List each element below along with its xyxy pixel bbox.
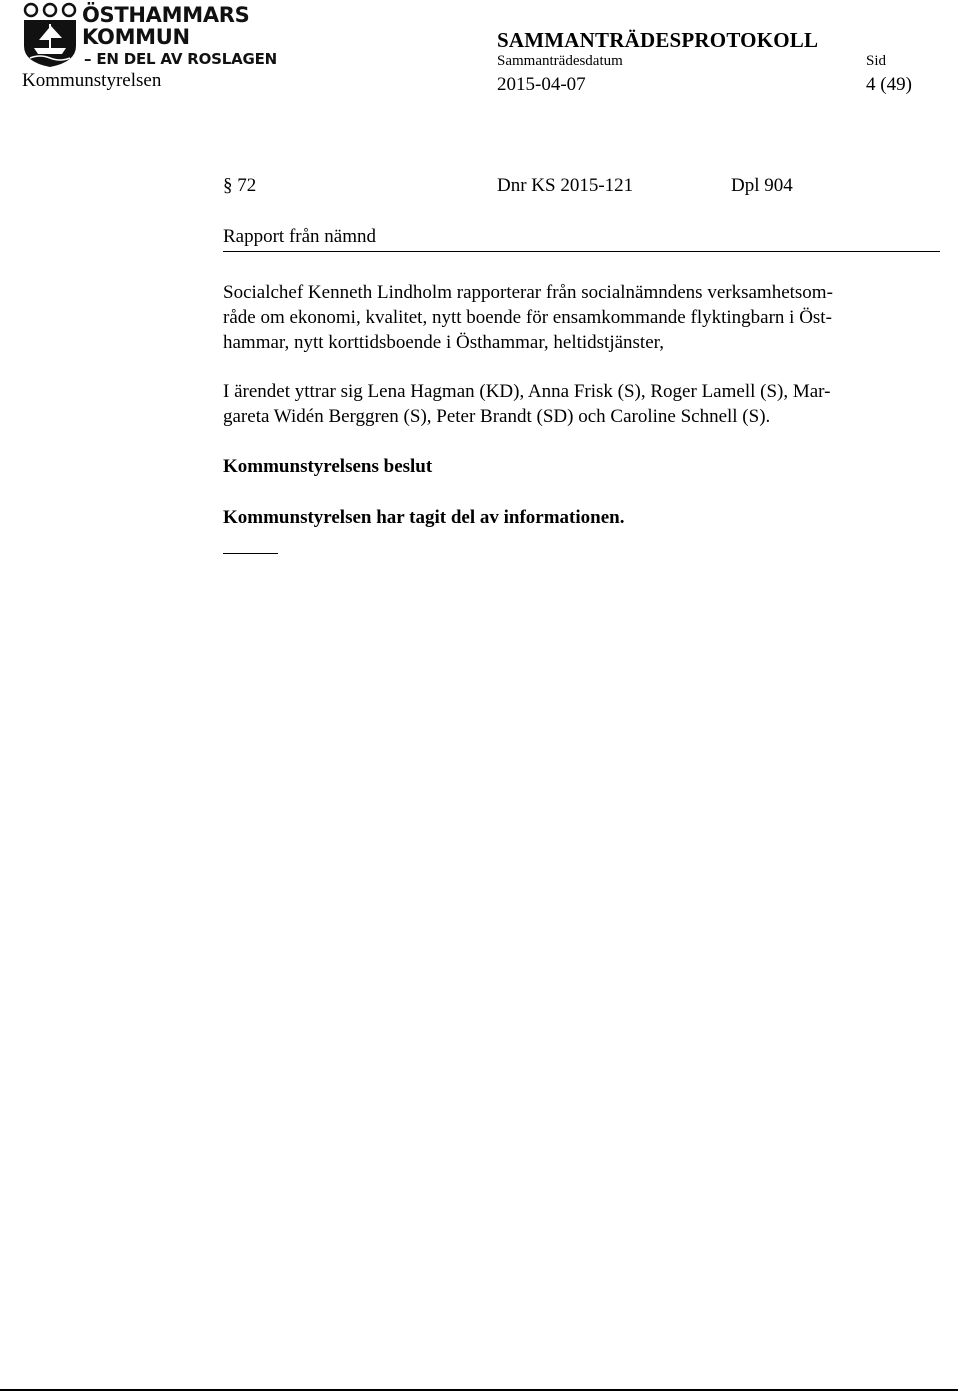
paragraph-line: Socialchef Kenneth Lindholm rapporterar från socialnämndens verksamhetsom- [223, 282, 833, 303]
date-label: Sammanträdesdatum [497, 53, 623, 69]
section-number-value: 72 [237, 175, 257, 196]
meeting-date: 2015-04-07 [497, 74, 586, 95]
paragraph-line: I ärendet yttrar sig Lena Hagman (KD), Anna Frisk (S), Roger Lamell (S), Mar- [223, 381, 831, 402]
page-bottom-rule [0, 1389, 958, 1391]
paragraph-line: råde om ekonomi, kvalitet, nytt boende för ensamkommande flyktingbarn i Öst- [223, 307, 832, 328]
paragraph-line: gareta Widén Berggren (S), Peter Brandt (SD) och Caroline Schnell (S). [223, 406, 771, 427]
heading-underline [223, 251, 940, 252]
section-heading: Rapport från nämnd [223, 226, 377, 247]
logo-name-line1: ÖSTHAMMARS [82, 3, 250, 27]
page-number: 4 (49) [866, 74, 912, 95]
organization-name: Kommunstyrelsen [22, 70, 162, 91]
section-number [223, 175, 256, 197]
protocol-title: SAMMANTRÄDESPROTOKOLL [497, 28, 819, 52]
report-paragraph [223, 280, 926, 355]
dnr-reference: Dnr KS 2015-121 [497, 175, 634, 196]
coat-of-arms-icon [22, 2, 78, 68]
paragraph-line: hammar, nytt korttidsboende i Östhammar, heltidstjänster, [223, 332, 664, 353]
logo-name [82, 4, 249, 48]
end-of-section-line [223, 553, 278, 554]
decision-text: Kommunstyrelsen har tagit del av informationen. [223, 507, 625, 528]
logo-name-line2: KOMMUN [82, 25, 190, 49]
municipality-logo [22, 2, 278, 72]
decision-heading: Kommunstyrelsens beslut [223, 456, 433, 477]
dpl-reference: Dpl 904 [731, 175, 793, 196]
section-symbol: § [223, 175, 233, 196]
page-label: Sid [866, 53, 887, 69]
speakers-paragraph [223, 379, 926, 429]
logo-tagline: – EN DEL AV ROSLAGEN [84, 50, 278, 68]
